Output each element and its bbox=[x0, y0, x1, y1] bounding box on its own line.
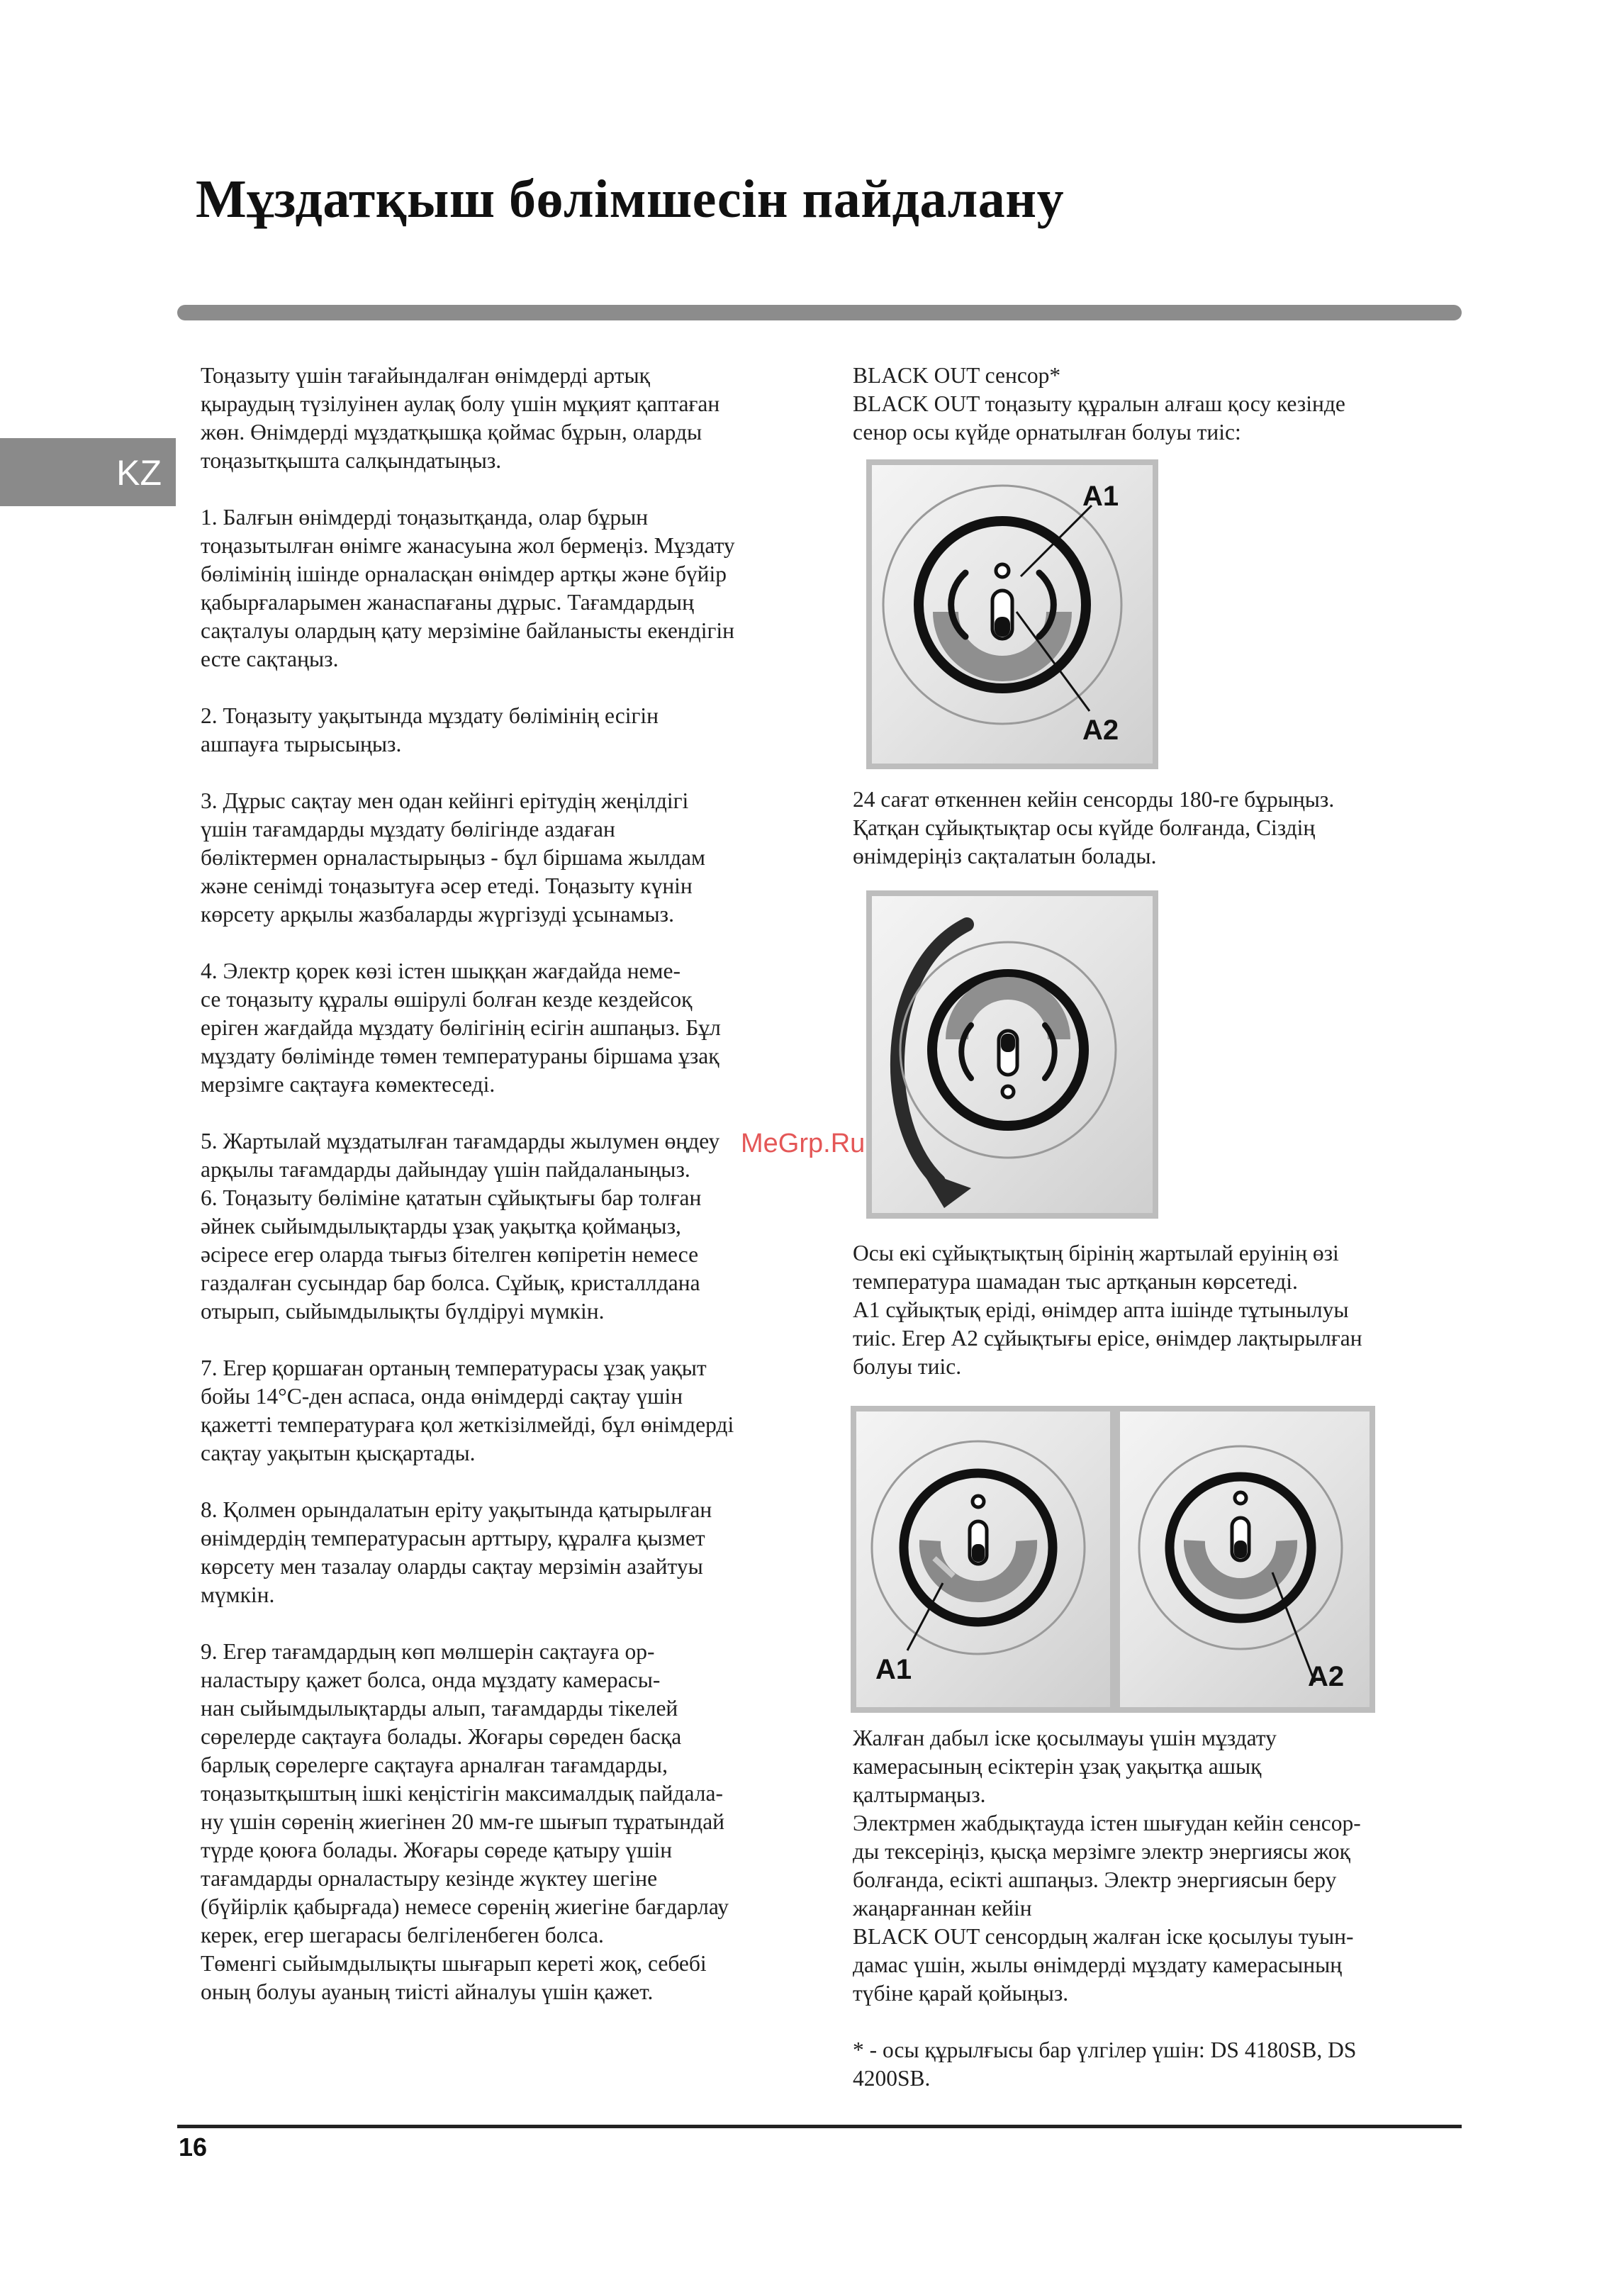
item-4-paragraph bbox=[201, 957, 824, 1099]
text-line: А1 сұйықтық еріді, өнімдер апта ішінде тұтынылуы bbox=[853, 1297, 1349, 1322]
text-line: 4200SB. bbox=[853, 2066, 931, 2091]
text-line: температура шамадан тыс артқанын көрсетеді. bbox=[853, 1269, 1298, 1294]
false-alarm-paragraph bbox=[853, 1724, 1469, 2008]
item-1-paragraph bbox=[201, 503, 824, 673]
text-line: 2. Тоңазыту уақытында мұздату бөлімінің есігін bbox=[201, 703, 659, 728]
text-line: камерасының есіктерін ұзақ уақытқа ашық bbox=[853, 1754, 1262, 1779]
text-line: тоңазытылған өнімге жанасуына жол бермеңіз. Мұздату bbox=[201, 533, 735, 558]
text-line: отырып, сыйымдылықты бүлдіруі мүмкін. bbox=[201, 1299, 605, 1324]
text-line: BLACK OUT сенсор* bbox=[853, 363, 1061, 388]
sensor-diagram-melted-states bbox=[851, 1406, 1375, 1713]
footer-divider bbox=[177, 2125, 1462, 2128]
text-line: нан сыйымдылықтарды алып, тағамдарды тікелей bbox=[201, 1696, 678, 1721]
text-line: өнімдердің температурасын арттыру, құралға қызмет bbox=[201, 1526, 705, 1550]
sensor-diagram-initial bbox=[866, 459, 1158, 769]
text-line: мерзімге сақтауға көмектеседі. bbox=[201, 1072, 495, 1097]
text-line: * - осы құрылғысы бар үлгілер үшін: DS 4180SB, DS bbox=[853, 2037, 1357, 2062]
melt-info-paragraph bbox=[853, 1239, 1469, 1381]
text-line: керек, егер шегарасы белгіленбеген болса. bbox=[201, 1923, 604, 1947]
text-line: болғанда, есікті ашпаңыз. Электр энергиясын беру bbox=[853, 1867, 1337, 1892]
text-line: Төменгі сыйымдылықты шығарып кереті жоқ, себебі bbox=[201, 1951, 707, 1976]
fig3-label-a2: A2 bbox=[1308, 1661, 1345, 1692]
text-line: мұздату бөлімінде төмен температураны біршама ұзақ bbox=[201, 1044, 719, 1068]
sensor-diagram-rotated bbox=[866, 890, 1158, 1219]
sensor-figure-rotated bbox=[866, 890, 1158, 1219]
item-9-paragraph bbox=[201, 1638, 824, 2006]
text-line: 5. Жартылай мұздатылған тағамдарды жылумен өңдеу bbox=[201, 1129, 720, 1153]
text-line: сақтау уақытын қысқартады. bbox=[201, 1441, 476, 1465]
text-line: есте сақтаңыз. bbox=[201, 647, 339, 671]
page-title: Мұздатқыш бөлімшесін пайдалану bbox=[196, 169, 1065, 229]
text-line: Электрмен жабдықтауда істен шығудан кейін сенсор- bbox=[853, 1811, 1361, 1835]
text-line: көрсету мен тазалау оларды сақтау мерзімін азайтуы bbox=[201, 1554, 703, 1579]
footnote bbox=[853, 2036, 1469, 2093]
text-line: жөн. Өнімдерді мұздатқышқа қоймас бұрын, оларды bbox=[201, 420, 702, 445]
text-line: сенор осы күйде орнатылған болуы тиіс: bbox=[853, 420, 1241, 445]
text-line: 24 сағат өткеннен кейін сенсорды 180-ге бұрыңыз. bbox=[853, 787, 1335, 812]
text-line: тоңазытқыштың ішкі кеңістігін максималдық пайдала- bbox=[201, 1781, 723, 1806]
text-line: дамас үшін, жылы өнімдерді мұздату камерасының bbox=[853, 1952, 1343, 1977]
language-tab bbox=[0, 438, 176, 506]
text-line: әйнек сыйымдылықтарды ұзақ уақытқа қоймаңыз, bbox=[201, 1214, 681, 1239]
text-line: 8. Қолмен орындалатын еріту уақытында қатырылған bbox=[201, 1497, 712, 1522]
text-line: мүмкін. bbox=[201, 1582, 275, 1607]
after-24h-paragraph bbox=[853, 786, 1469, 871]
page-number: 16 bbox=[179, 2132, 208, 2162]
text-line: ды тексеріңіз, қысқа мерзімге электр энергиясы жоқ bbox=[853, 1839, 1350, 1864]
text-line: әсіресе егер оларда тығыз бітелген көпіретін немесе bbox=[201, 1242, 699, 1267]
text-line: бөлімінің ішінде орналасқан өнімдер артқы және бүйір bbox=[201, 561, 727, 586]
text-line: оның болуы ауаның тиісті айналуы үшін қажет. bbox=[201, 1979, 654, 2004]
sensor-intro-paragraph bbox=[853, 362, 1469, 447]
intro-paragraph bbox=[201, 362, 824, 475]
text-line: жаңарғаннан кейін bbox=[853, 1896, 1032, 1921]
sensor-figure-initial bbox=[866, 459, 1158, 769]
left-column bbox=[201, 362, 824, 2006]
text-line: газдалған сусындар бар болса. Сұйық, кристаллдана bbox=[201, 1270, 700, 1295]
text-line: сақталуы олардың қату мерзіміне байланысты екендігін bbox=[201, 618, 734, 643]
text-line: (бүйірлік қабырғада) немесе сөренің жиегіне бағдарлау bbox=[201, 1894, 729, 1919]
text-line: тоңазытқышта салқындатыңыз. bbox=[201, 448, 502, 473]
text-line: арқылы тағамдарды дайындау үшін пайдаланыңыз. bbox=[201, 1157, 690, 1182]
item-8-paragraph bbox=[201, 1496, 824, 1609]
text-line: Жалған дабыл іске қосылмауы үшін мұздату bbox=[853, 1726, 1277, 1750]
title-divider bbox=[177, 305, 1462, 320]
text-line: үшін тағамдарды мұздату бөлігінде аздаған bbox=[201, 817, 615, 842]
text-line: 1. Балғын өнімдерді тоңазытқанда, олар бұрын bbox=[201, 505, 649, 530]
text-line: қалтырмаңыз. bbox=[853, 1782, 986, 1807]
text-line: се тоңазыту құралы өшірулі болған кезде кездейсоқ bbox=[201, 987, 693, 1012]
item-7-paragraph bbox=[201, 1354, 824, 1468]
text-line: 7. Егер қоршаған ортаның температурасы ұзақ уақыт bbox=[201, 1355, 707, 1380]
text-line: ашпауға тырысыңыз. bbox=[201, 732, 402, 756]
text-line: Қатқан сұйықтықтар осы күйде болғанда, Сіздің bbox=[853, 815, 1316, 840]
language-tab-label: KZ bbox=[116, 453, 162, 493]
text-line: қажетті температураға қол жеткізілмейді, бұл өнімдерді bbox=[201, 1412, 734, 1437]
text-line: өнімдеріңіз сақталатын болады. bbox=[853, 844, 1157, 868]
text-line: 6. Тоңазыту бөліміне қататын сұйықтығы бар толған bbox=[201, 1185, 702, 1210]
item-3-paragraph bbox=[201, 787, 824, 929]
text-line: тиіс. Егер А2 сұйықтығы ерісе, өнімдер лақтырылған bbox=[853, 1326, 1362, 1351]
watermark: MeGrp.Ru bbox=[741, 1129, 866, 1158]
text-line: көрсету арқылы жазбаларды жүргізуді ұсынамыз. bbox=[201, 902, 674, 927]
text-line: және сенімді тоңазытуға әсер етеді. Тоңазыту күнін bbox=[201, 873, 693, 898]
fig1-label-a2: A2 bbox=[1082, 715, 1119, 746]
text-line: қабырғаларымен жанаспағаны дұрыс. Тағамдардың bbox=[201, 590, 694, 615]
text-line: бойы 14°С-ден аспаса, онда өнімдерді сақтау үшін bbox=[201, 1384, 683, 1409]
text-line: ну үшін сөренің жиегінен 20 мм-ге шығып тұратындай bbox=[201, 1809, 725, 1834]
text-line: барлық сөрелерге сақтауға арналған тағамдарды, bbox=[201, 1752, 668, 1777]
text-line: 4. Электр қорек көзі істен шыққан жағдайда неме- bbox=[201, 958, 681, 983]
text-line: түбіне қарай қойыңыз. bbox=[853, 1981, 1069, 2006]
fig3-label-a1: A1 bbox=[875, 1654, 912, 1685]
text-line: BLACK OUT тоңазыту құралын алғаш қосу кезінде bbox=[853, 391, 1345, 416]
text-line: еріген жағдайда мұздату бөлігінің есігін ашпаңыз. Бұл bbox=[201, 1015, 721, 1040]
text-line: 9. Егер тағамдардың көп мөлшерін сақтауға ор- bbox=[201, 1639, 655, 1664]
text-line: түрде қоюға болады. Жоғары сөреде қатыру үшін bbox=[201, 1838, 673, 1862]
text-line: 3. Дұрыс сақтау мен одан кейінгі ерітудің жеңілдігі bbox=[201, 788, 689, 813]
text-line: наластыру қажет болса, онда мұздату камерасы- bbox=[201, 1667, 661, 1692]
text-line: бөліктермен орналастырыңыз - бұл біршама жылдам bbox=[201, 845, 705, 870]
text-line: тағамдарды орналастыру кезінде жүктеу шегіне bbox=[201, 1866, 658, 1891]
text-line: сөрелерде сақтауға болады. Жоғары сөреден басқа bbox=[201, 1724, 682, 1749]
fig1-label-a1: A1 bbox=[1082, 481, 1119, 512]
item-2-paragraph bbox=[201, 702, 824, 759]
item-5-6-paragraph bbox=[201, 1127, 824, 1326]
sensor-figure-melted-states bbox=[851, 1406, 1375, 1713]
text-line: болуы тиіс. bbox=[853, 1354, 962, 1379]
text-line: Тоңазыту үшін тағайындалған өнімдерді артық bbox=[201, 363, 650, 388]
text-line: BLACK OUT сенсордың жалған іске қосылуы туын- bbox=[853, 1924, 1354, 1949]
text-line: қыраудың түзілуінен аулақ болу үшін мұқият қаптаған bbox=[201, 391, 720, 416]
text-line: Осы екі сұйықтықтың бірінің жартылай еруінің өзі bbox=[853, 1241, 1339, 1265]
